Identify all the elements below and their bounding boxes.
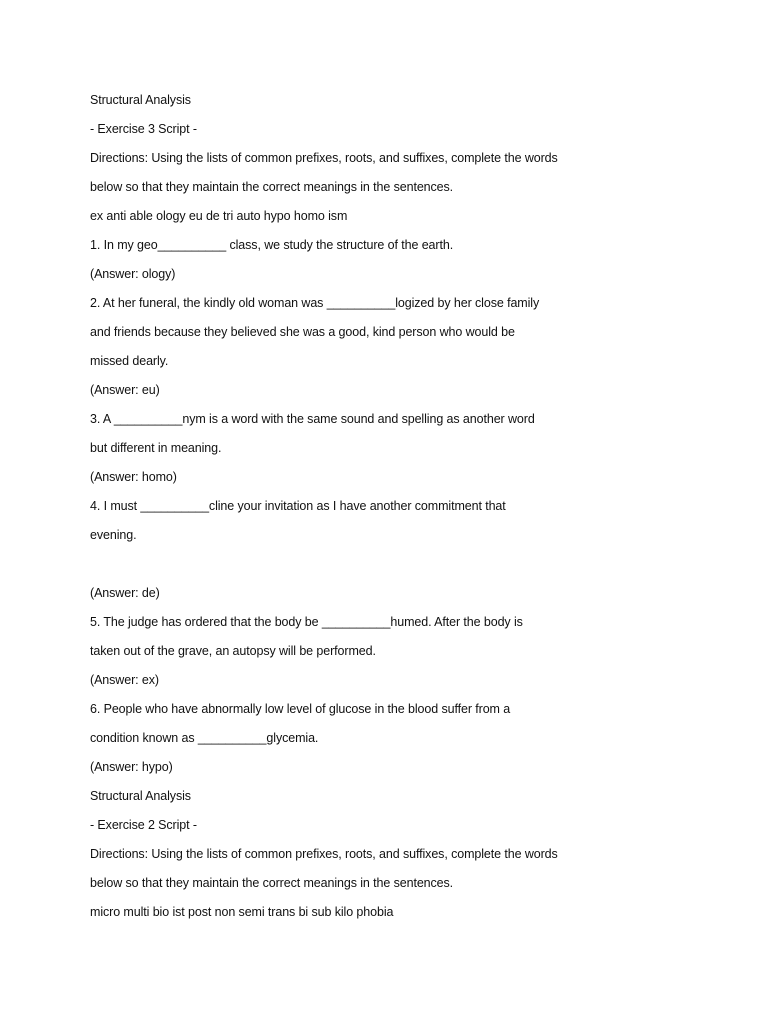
answer-line: (Answer: eu)	[90, 383, 160, 397]
answer-line: (Answer: ology)	[90, 267, 176, 281]
directions-line: Directions: Using the lists of common prefixes, roots, and suffixes, complete the words	[90, 151, 558, 165]
document-body	[90, 90, 690, 931]
answer-line: (Answer: ex)	[90, 673, 159, 687]
word-bank: micro multi bio ist post non semi trans bi sub kilo phobia	[90, 905, 394, 919]
question-line: but different in meaning.	[90, 441, 222, 455]
question-line: missed dearly.	[90, 354, 169, 368]
blank-line	[90, 554, 690, 583]
directions-line: below so that they maintain the correct meanings in the sentences.	[90, 180, 454, 194]
question-line: 3. A __________nym is a word with the same sound and spelling as another word	[90, 412, 535, 426]
word-bank: ex anti able ology eu de tri auto hypo homo ism	[90, 209, 348, 223]
question-line: taken out of the grave, an autopsy will be performed.	[90, 644, 376, 658]
question-line: and friends because they believed she was a good, kind person who would be	[90, 325, 515, 339]
question-line: 1. In my geo__________ class, we study the structure of the earth.	[90, 238, 454, 252]
doc-title: Structural Analysis	[90, 93, 191, 107]
question-line: 2. At her funeral, the kindly old woman was __________logized by her close family	[90, 296, 540, 310]
question-line: 6. People who have abnormally low level of glucose in the blood suffer from a	[90, 702, 511, 716]
exercise-heading: - Exercise 2 Script -	[90, 818, 197, 832]
question-line: 4. I must __________cline your invitation as I have another commitment that	[90, 499, 506, 513]
exercise-heading: - Exercise 3 Script -	[90, 122, 197, 136]
directions-line: Directions: Using the lists of common prefixes, roots, and suffixes, complete the words	[90, 847, 558, 861]
doc-title: Structural Analysis	[90, 789, 191, 803]
answer-line: (Answer: homo)	[90, 470, 177, 484]
directions-line: below so that they maintain the correct meanings in the sentences.	[90, 876, 454, 890]
answer-line: (Answer: hypo)	[90, 760, 173, 774]
answer-line: (Answer: de)	[90, 586, 160, 600]
question-line: condition known as __________glycemia.	[90, 731, 319, 745]
question-line: 5. The judge has ordered that the body be __________humed. After the body is	[90, 615, 523, 629]
question-line: evening.	[90, 528, 137, 542]
